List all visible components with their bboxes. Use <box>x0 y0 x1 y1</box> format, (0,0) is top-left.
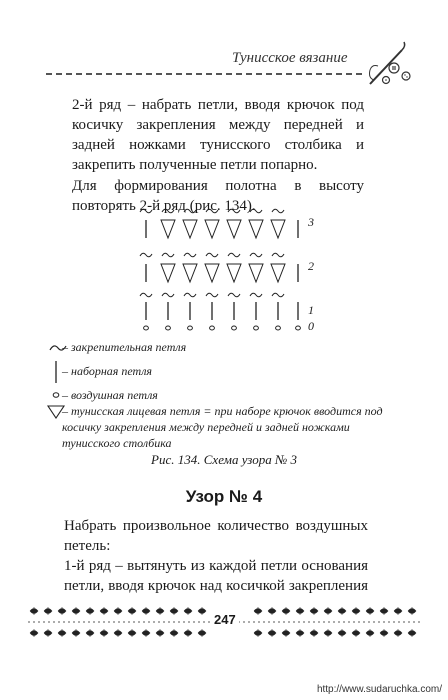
footer-ornament-motif <box>170 629 178 637</box>
footer-ornament-motif <box>338 607 346 615</box>
header-dashed-rule <box>46 73 362 75</box>
footer-ornament-motif <box>72 607 80 615</box>
footer-ornament-motif <box>184 629 192 637</box>
paragraph-row-2: 2-й ряд – набрать петли, вводя крючок под косичку закрепления между передней и задней ножками тунисского столбика и закрепить полученные петли попарно. <box>72 97 364 173</box>
footer-ornament-motif <box>352 629 360 637</box>
footer-ornament-motif <box>394 607 402 615</box>
footer-ornament-motif <box>114 607 122 615</box>
footer-ornament-motif <box>128 629 136 637</box>
footer-ornament-motif <box>86 607 94 615</box>
section-title: Узор № 4 <box>185 487 263 506</box>
diagram-tilde <box>184 209 196 213</box>
diagram-tilde <box>206 293 218 297</box>
footer-ornament-motif <box>30 607 38 615</box>
footer-ornament-motif <box>254 607 262 615</box>
footer-ornament-motif <box>366 607 374 615</box>
paragraph-row-1: 1-й ряд – вытянуть из каждой петли основания петли, вводя крючок над косичкой закрепления <box>64 558 368 594</box>
paragraph-repeat-row: Для формирования полотна в высоту повторять 2-й ряд (рис. 134). <box>72 178 364 214</box>
footer-ornament-motif <box>394 629 402 637</box>
footer-ornament-motif <box>198 607 206 615</box>
footer-ornament-motif <box>44 607 52 615</box>
footer-ornament-motif <box>268 607 276 615</box>
diagram-triangle <box>271 220 285 238</box>
footer-ornament-motif <box>142 629 150 637</box>
diagram-triangle <box>183 220 197 238</box>
page-number: 247 <box>211 612 239 627</box>
watermark-url: http://www.sudaruchka.com/ <box>316 684 442 695</box>
footer-ornament-motif <box>72 629 80 637</box>
footer-ornament-motif <box>338 629 346 637</box>
diagram-triangle <box>249 264 263 282</box>
diagram-row-label: 2 <box>308 259 314 273</box>
footer-ornament-motif <box>156 629 164 637</box>
diagram-triangle <box>227 220 241 238</box>
footer-ornament-motif <box>86 629 94 637</box>
dot-icon <box>52 391 60 399</box>
diagram-tilde <box>206 209 218 213</box>
legend-item-bar: – наборная петля <box>62 364 153 378</box>
diagram-tilde <box>140 209 152 213</box>
diagram-tilde <box>162 209 174 213</box>
diagram-tilde <box>228 293 240 297</box>
diagram-tilde <box>184 253 196 257</box>
diagram-tilde <box>162 293 174 297</box>
footer-ornament-motif <box>310 629 318 637</box>
footer-ornament-motif <box>128 607 136 615</box>
footer-ornament-motif <box>380 629 388 637</box>
vertical-bar-icon <box>52 360 60 384</box>
diagram-triangle <box>271 264 285 282</box>
footer-ornament-motif <box>58 607 66 615</box>
diagram-triangle <box>205 264 219 282</box>
diagram-triangle <box>249 220 263 238</box>
diagram-dot <box>144 326 149 330</box>
footer-ornament-motif <box>282 607 290 615</box>
footer-ornament-motif <box>408 607 416 615</box>
diagram-row-label: 3 <box>308 215 314 229</box>
footer-ornament-motif <box>198 629 206 637</box>
diagram-dot <box>166 326 171 330</box>
footer-ornament-motif <box>114 629 122 637</box>
legend-item-tilde: – закрепительная петля <box>62 340 187 354</box>
footer-ornament-motif <box>254 629 262 637</box>
stitch-diagram <box>130 206 320 336</box>
footer-ornament-motif <box>100 629 108 637</box>
diagram-dot <box>296 326 301 330</box>
diagram-row-label: 1 <box>308 303 314 317</box>
diagram-tilde <box>140 253 152 257</box>
footer-ornament-motif <box>296 629 304 637</box>
diagram-tilde <box>206 253 218 257</box>
diagram-tilde <box>272 253 284 257</box>
diagram-tilde <box>184 293 196 297</box>
diagram-dot <box>276 326 281 330</box>
diagram-tilde <box>272 293 284 297</box>
diagram-tilde <box>162 253 174 257</box>
footer-ornament-motif <box>44 629 52 637</box>
diagram-triangle <box>227 264 241 282</box>
diagram-dot <box>188 326 193 330</box>
figure-caption: Рис. 134. Схема узора № 3 <box>151 452 297 467</box>
diagram-triangle <box>205 220 219 238</box>
diagram-dot <box>254 326 259 330</box>
diagram-tilde <box>250 253 262 257</box>
footer-ornament-motif <box>310 607 318 615</box>
footer-ornament-motif <box>30 629 38 637</box>
footer-ornament-motif <box>142 607 150 615</box>
legend-item-dot: – воздушная петля <box>62 388 158 402</box>
footer-ornament-motif <box>58 629 66 637</box>
diagram-tilde <box>250 293 262 297</box>
footer-ornament-motif <box>380 607 388 615</box>
footer-ornament-motif <box>156 607 164 615</box>
footer-ornament-motif <box>352 607 360 615</box>
paragraph-chain: Набрать произвольное количество воздушных петель: <box>64 518 368 554</box>
diagram-tilde <box>228 209 240 213</box>
diagram-dot <box>232 326 237 330</box>
footer-ornament-motif <box>366 629 374 637</box>
diagram-triangle <box>183 264 197 282</box>
diagram-triangle <box>161 220 175 238</box>
footer-ornament-motif <box>184 607 192 615</box>
footer-ornament-motif <box>100 607 108 615</box>
diagram-tilde <box>250 209 262 213</box>
footer-ornament-motif <box>268 629 276 637</box>
diagram-triangle <box>161 264 175 282</box>
footer-ornament-motif <box>296 607 304 615</box>
diagram-row-label: 0 <box>308 319 314 333</box>
footer-ornament-motif <box>282 629 290 637</box>
footer-ornament-motif <box>170 607 178 615</box>
running-header: Тунисское вязание <box>232 50 348 66</box>
diagram-tilde <box>140 293 152 297</box>
footer-ornament-motif <box>324 607 332 615</box>
diagram-tilde <box>228 253 240 257</box>
footer-ornament-motif <box>408 629 416 637</box>
legend-item-triangle: – тунисская лицевая петля = при наборе крючок вводится под косичку закрепления между передней и задней ножками тунисского столбика <box>62 404 383 450</box>
crochet-hook-buttons-icon <box>364 40 412 88</box>
diagram-dot <box>210 326 215 330</box>
diagram-tilde <box>272 209 284 213</box>
footer-ornament-motif <box>324 629 332 637</box>
